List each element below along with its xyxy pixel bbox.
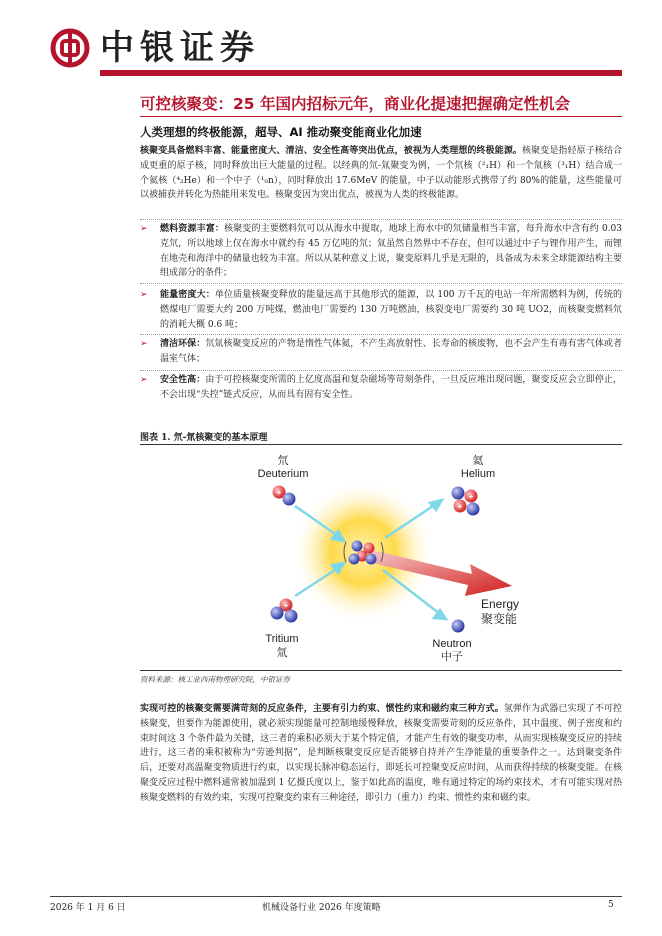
divider	[140, 219, 622, 220]
closing-paragraph	[140, 702, 622, 806]
tritium-en-label: Tritium	[265, 633, 299, 645]
neutron-particle	[452, 620, 465, 633]
bullet-label: 燃料资源丰富：	[160, 224, 225, 234]
bullet-label: 清洁环保：	[160, 339, 206, 349]
tritium-cn-label: 氚	[276, 647, 288, 659]
bullet-energy-density	[140, 288, 622, 332]
bullet-arrow-icon: ➢	[140, 339, 148, 349]
divider	[140, 334, 622, 335]
fusion-diagram	[140, 446, 622, 668]
bullet-arrow-icon: ➢	[140, 375, 148, 385]
intro-body: 核聚变是指轻原子核结合成更重的原子核，同时释放出巨大能量的过程。以经典的氘-氚聚变为例，一个氘核（²₁H）和一个氚核（³₁H）结合成一个氦核（⁴₂He）和一个中子（¹₀n），同时释放出 17.6MeV 的能量，中子以动能形式携带了约 80%的能量，这些能量可以被捕获并转化为热能用来发电。核聚变因为突出优点，被视为人类的终极能源。	[140, 146, 622, 201]
neutron-cn-label: 中子	[441, 651, 463, 663]
neutron-en-label: Neutron	[432, 638, 472, 650]
figure-top-rule	[140, 444, 622, 445]
bullet-text: 由于可控核聚变所需的上亿度高温和复杂磁场等苛刻条件，一旦反应堆出现问题，聚变反应会立即停止，不会出现“失控”链式反应，从而具有固有安全性。	[160, 375, 622, 400]
svg-text:+: +	[468, 492, 474, 501]
bank-of-china-logo-icon	[50, 28, 90, 68]
bullet-arrow-icon: ➢	[140, 290, 148, 300]
bullet-arrow-icon: ➢	[140, 224, 148, 234]
svg-text:+: +	[283, 601, 289, 610]
bullet-fuel	[140, 222, 622, 281]
bullet-safety	[140, 373, 622, 403]
footer-report-name: 机械设备行业 2026 年度策略	[262, 903, 381, 913]
bullet-label: 能量密度大：	[160, 290, 215, 300]
bullet-text: 核聚变的主要燃料氘可以从海水中提取，地球上海水中的氘储量相当丰富，每升海水中含有约 0.03 克氘，所以地球上仅在海水中就约有 45 万亿吨的氘；氚虽然自然界中不存在，但可以通过中子与锂作用产生，而锂在地壳和海洋中的储量也较为丰富。所以从某种意义上说，聚变原料几乎是无限的，具备成为未来全球能源结构主要组成部分的条件；	[160, 224, 622, 279]
energy-en-label: Energy	[481, 597, 520, 611]
deuterium-nucleus	[273, 486, 296, 506]
footer-date: 2026 年 1 月 6 日	[50, 903, 126, 913]
deuterium-en-label: Deuterium	[257, 468, 309, 480]
helium-nucleus	[452, 487, 480, 516]
tritium-nucleus	[271, 599, 298, 623]
brand-logo	[50, 28, 260, 68]
bullet-text: 单位质量核聚变释放的能量远高于其他形式的能源，以 100 万千瓦的电站一年所需燃料为例，传统的燃煤电厂需要大约 200 万吨煤，燃油电厂需要约 130 万吨燃油，核裂变电厂需要约 30 吨 UO2，而核聚变燃料氘的消耗大概 0.6 吨；	[160, 290, 622, 330]
figure-bottom-rule	[140, 670, 622, 671]
brand-name: 中银证券	[100, 28, 260, 68]
figure-caption: 图表 1. 氘-氚核聚变的基本原理	[140, 433, 268, 443]
energy-cn-label: 聚变能	[481, 612, 518, 626]
svg-text:+: +	[276, 488, 282, 497]
header-bar	[100, 70, 622, 76]
divider	[140, 283, 622, 284]
svg-text:+: +	[457, 502, 463, 511]
divider	[140, 370, 622, 371]
closing-body: 氢弹作为武器已实现了不可控核聚变，但要作为能源使用，就必须实现能量可控制地缓慢释放，核聚变需要苛刻的反应条件，其中温度、例子密度和约束时间这 3 个条件最为关键，这三者的乘积必须大于某个特定值，才能产生有效的聚变功率，从而实现核聚变反应的持续进行，这三者的乘积被称为“劳逊判据”，是判断核聚变反应是否能够自持并产生净能量的重要条件之一。达到聚变条件后，还要对高温聚变物质进行约束，以实现长脉冲稳态运行，即延长可控聚变反应时间，从而获得持续的核聚变能。在核聚变反应过程中燃料通常被加温到 1 亿摄氏度以上，鉴于如此高的温度，唯有通过特定的场约束技术，才有可能实现对热核聚变燃料的有效约束，实现可控聚变约束有三种途径，即引力（重力）约束、惯性约束和磁约束。	[140, 704, 622, 803]
bullet-label: 安全性高：	[160, 375, 206, 385]
figure-source: 资料来源：核工业西南物理研究院，中银证券	[140, 675, 290, 684]
helium-cn-label: 氦	[472, 455, 484, 467]
bullet-text: 氘氚核聚变反应的产物是惰性气体氦，不产生高放射性、长寿命的核废物，也不会产生有毒有害气体或者温室气体；	[160, 339, 622, 364]
page-number: 5	[608, 900, 614, 910]
bullet-clean	[140, 337, 622, 367]
helium-en-label: Helium	[460, 468, 496, 480]
intro-paragraph	[140, 144, 622, 203]
intro-lead: 核聚变具备燃料丰富、能量密度大、清洁、安全性高等突出优点，被视为人类理想的终极能源。	[140, 146, 523, 156]
footer-rule	[50, 896, 622, 897]
section-heading: 人类理想的终极能源，超导、AI 推动聚变能商业化加速	[140, 125, 422, 139]
closing-lead: 实现可控的核聚变需要满苛刻的反应条件，主要有引力约束、惯性约束和磁约束三种方式。	[140, 704, 504, 714]
deuterium-cn-label: 氘	[277, 455, 289, 467]
title-divider	[140, 116, 622, 117]
page-title: 可控核聚变：25 年国内招标元年，商业化提速把握确定性机会	[140, 95, 570, 113]
